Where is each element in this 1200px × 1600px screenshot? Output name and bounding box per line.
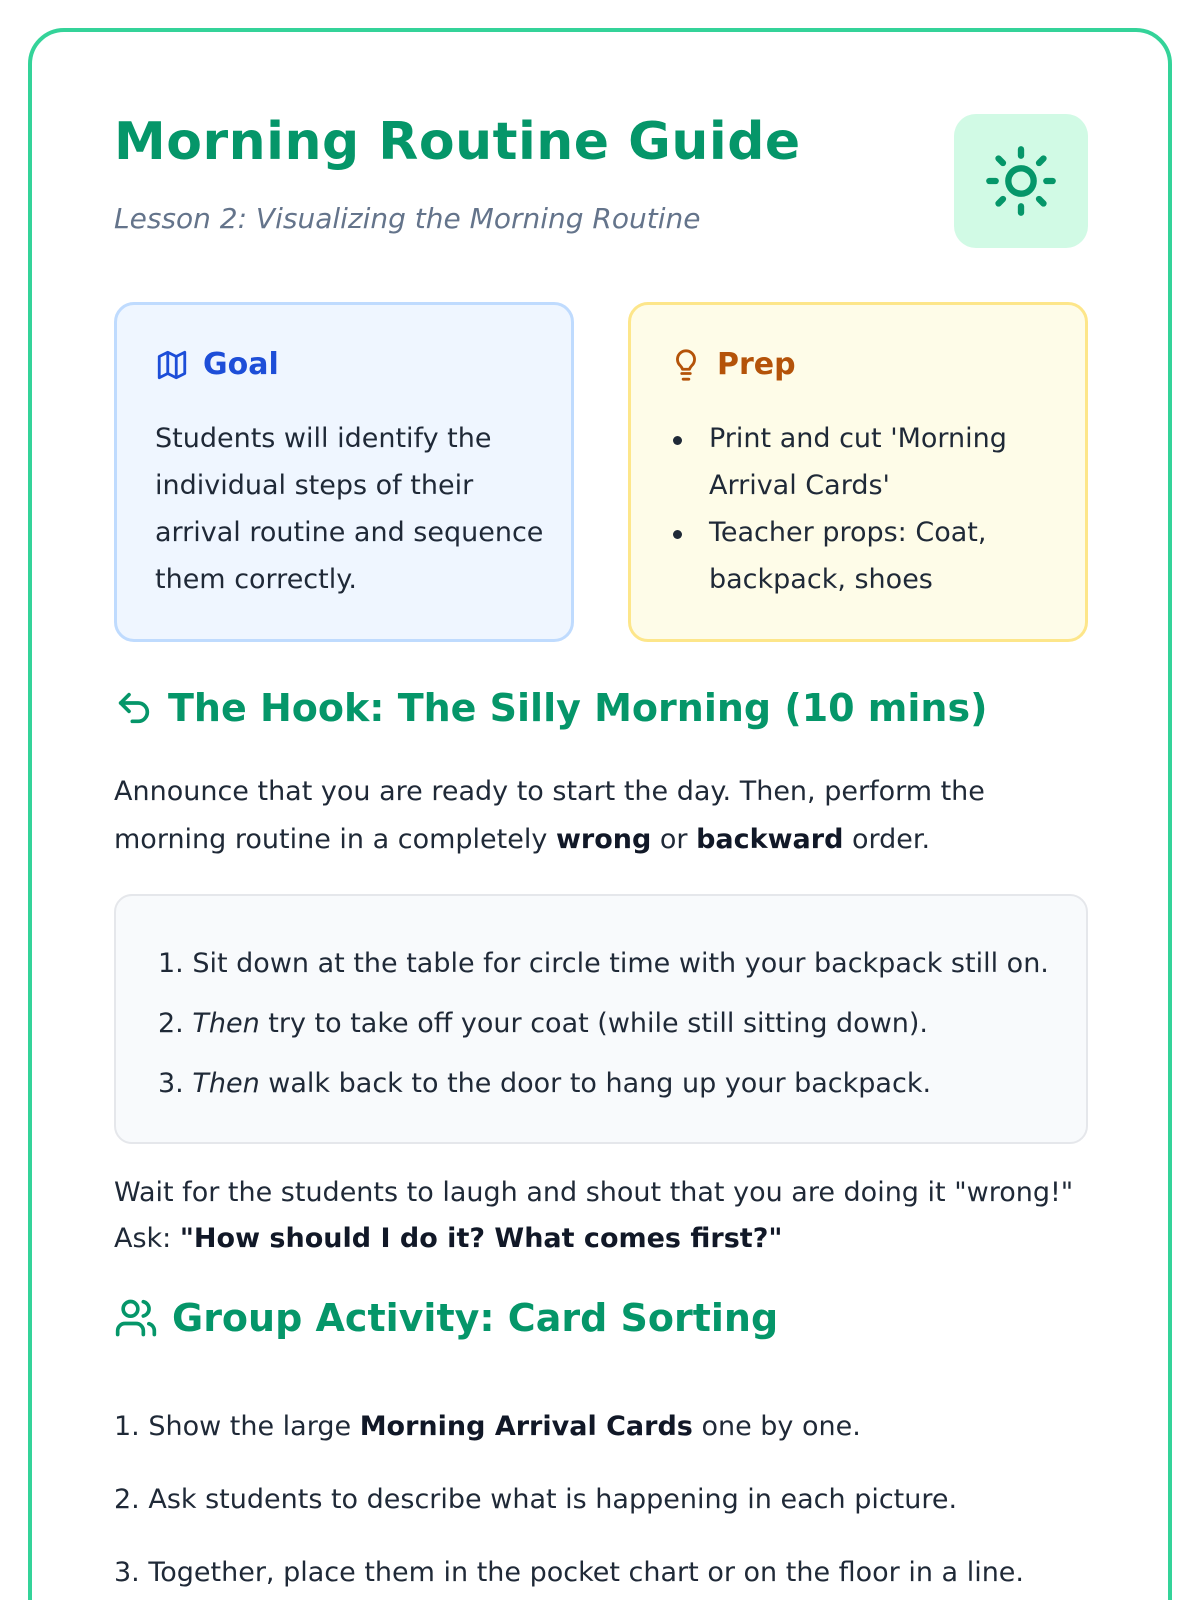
list-item: 1. Sit down at the table for circle time with your backpack still on. bbox=[158, 948, 1049, 979]
list-item: 2. Ask students to describe what is happening in each picture. bbox=[114, 1484, 958, 1515]
list-item: 3. Then walk back to the door to hang up your backpack. bbox=[158, 1068, 932, 1099]
page-title: Morning Routine Guide bbox=[114, 112, 801, 172]
activity-heading bbox=[114, 1296, 778, 1340]
hook-outro: Wait for the students to laugh and shout that you are doing it "wrong!" Ask: "How should I do it? What comes first?" bbox=[114, 1177, 1074, 1254]
sun-badge bbox=[954, 114, 1088, 248]
map-icon bbox=[155, 348, 189, 382]
prep-list bbox=[669, 415, 1059, 603]
list-item: 2. Then try to take off your coat (while still sitting down). bbox=[158, 1008, 929, 1039]
silly-steps-box bbox=[114, 894, 1088, 1144]
undo-arrow-icon bbox=[114, 688, 154, 728]
emphasis-wrong: wrong bbox=[555, 824, 652, 855]
activity-steps bbox=[114, 1390, 1024, 1600]
hook-title: The Hook: The Silly Morning (10 mins) bbox=[168, 686, 988, 730]
silly-steps-list bbox=[158, 934, 1049, 1114]
hook-intro: Announce that you are ready to start the day. Then, perform the morning routine in a completely wrong or backward order. bbox=[114, 776, 985, 855]
emphasis-backward: backward bbox=[696, 824, 844, 855]
prep-item: Print and cut 'Morning Arrival Cards' bbox=[669, 415, 1059, 509]
lightbulb-icon bbox=[669, 348, 703, 382]
cards-emphasis: Morning Arrival Cards bbox=[359, 1411, 693, 1442]
goal-box bbox=[114, 302, 574, 642]
goal-heading bbox=[155, 347, 279, 382]
goal-title: Goal bbox=[203, 347, 279, 382]
activity-title: Group Activity: Card Sorting bbox=[172, 1296, 779, 1340]
lesson-subtitle: Lesson 2: Visualizing the Morning Routine bbox=[114, 202, 701, 235]
prep-box bbox=[628, 302, 1088, 642]
question-prompt: "How should I do it? What comes first?" bbox=[179, 1223, 783, 1254]
prep-title: Prep bbox=[717, 347, 796, 382]
prep-item: Teacher props: Coat, backpack, shoes bbox=[669, 509, 1059, 603]
goal-text: Students will identify the individual steps of their arrival routine and sequence them correctly. bbox=[155, 423, 544, 595]
hook-heading bbox=[114, 686, 987, 730]
users-icon bbox=[114, 1296, 158, 1340]
list-item: 1. Show the large Morning Arrival Cards one by one. bbox=[114, 1411, 861, 1442]
sun-icon bbox=[983, 143, 1059, 219]
prep-heading bbox=[669, 347, 796, 382]
list-item: 3. Together, place them in the pocket chart or on the floor in a line. bbox=[114, 1557, 1024, 1588]
